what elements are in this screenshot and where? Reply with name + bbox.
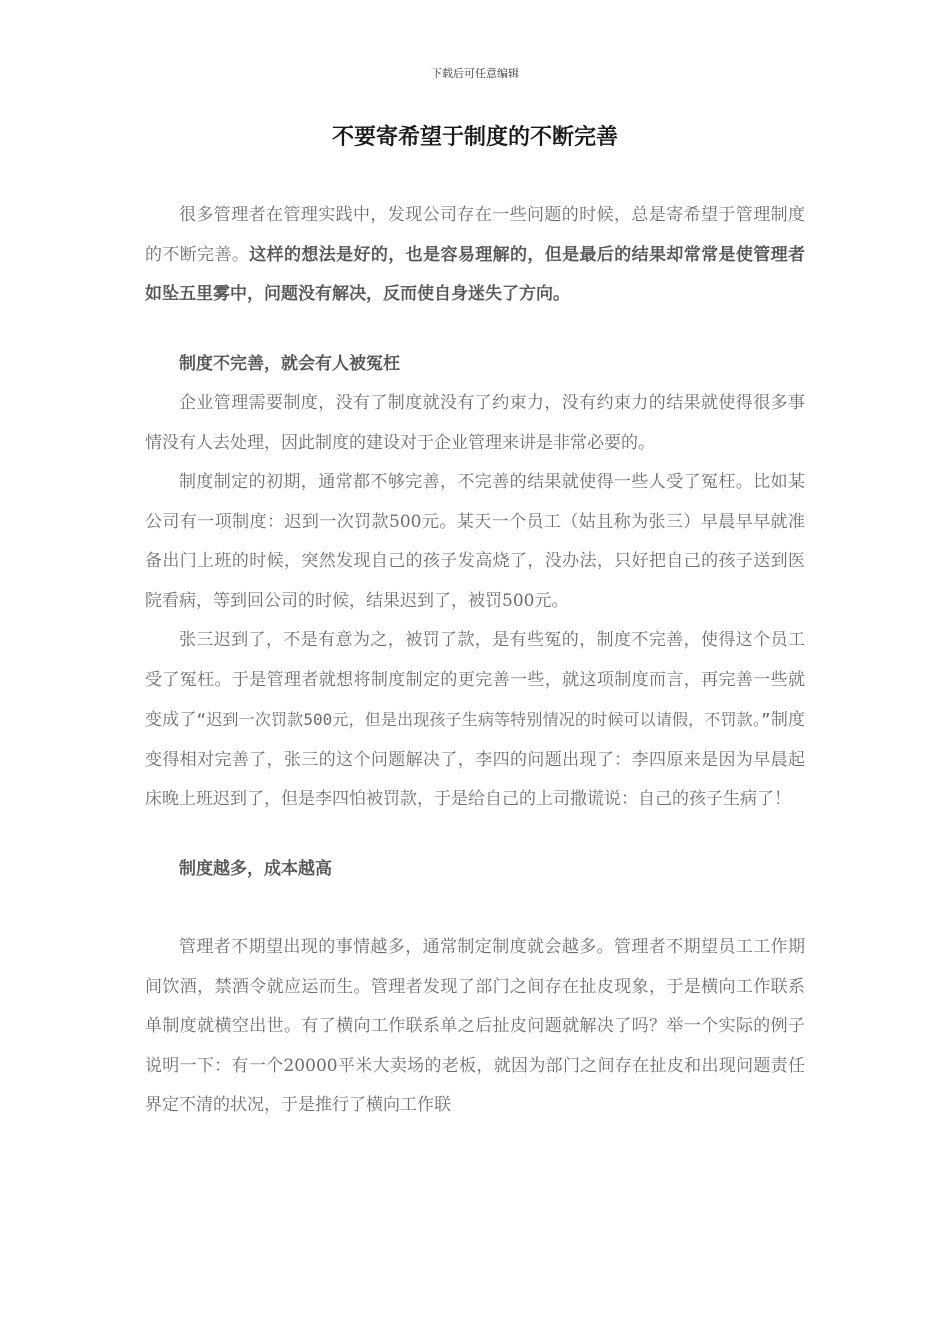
- section1-p3-quote: “迟到一次罚款500元，但是出现孩子生病等特别情况的时候可以请假，不罚款。”: [196, 710, 771, 729]
- section-heading-2: 制度越多，成本越高: [179, 858, 332, 879]
- section1-paragraph-2: 制度制定的初期，通常都不够完善，不完善的结果就使得一些人受了冤枉。比如某公司有一项制度：迟到一次罚款500元。某天一个员工（姑且称为张三）早晨早早就准备出门上班的时候，突然发现自己的孩子发高烧了，没办法，只好把自己的孩子送到医院看病，等到回公司的时候，结果迟到了，被罚500元。: [145, 472, 805, 611]
- section2-paragraph-1: 管理者不期望出现的事情越多，通常制定制度就会越多。管理者不期望员工工作期间饮酒，禁酒令就应运而生。管理者发现了部门之间存在扯皮现象，于是横向工作联系单制度就横空出世。有了横向工作联系单之后扯皮问题就解决了吗？举一个实际的例子说明一下：有一个20000平米大卖场的老板，就因为部门之间存在扯皮和出现问题责任界定不清的状况，于是推行了横向工作联: [145, 937, 805, 1115]
- spacer: [145, 820, 805, 850]
- section1-p3-text-b: 制度变得相对完善了，张三的这个问题解决了，李四的问题出现了：李四原来是因为早晨起床晚上班迟到了，但是李四怕被罚款，于是给自己的上司撒谎说：自己的孩子生病了！: [145, 710, 805, 809]
- spacer: [145, 315, 805, 345]
- page-header: 下载后可任意编辑: [431, 67, 519, 80]
- document-body: [145, 196, 805, 1126]
- intro-text: 很多管理者在管理实践中，发现公司存在一些问题的时候，总是寄希望于管理制度的不断完善。: [145, 205, 805, 265]
- section-heading-1: 制度不完善，就会有人被冤枉: [179, 353, 400, 374]
- intro-paragraph: [145, 196, 805, 315]
- spacer: [145, 889, 805, 928]
- intro-bold-text: 这样的想法是好的，也是容易理解的，但是最后的结果却常常是使管理者如坠五里雾中，问题没有解决，反而使自身迷失了方向。: [145, 244, 806, 304]
- section1-paragraph-1: 企业管理需要制度，没有了制度就没有了约束力，没有约束力的结果就使得很多事情没有人去处理，因此制度的建设对于企业管理来讲是非常必要的。: [145, 393, 805, 453]
- document-title: 不要寄希望于制度的不断完善: [331, 124, 618, 150]
- section1-paragraph-3: [145, 621, 805, 820]
- section1-p3-text-a: 张三迟到了，不是有意为之，被罚了款，是有些冤的，制度不完善，使得这个员工受了冤枉。于是管理者就想将制度制定的更完善一些，就这项制度而言，再完善一些就变成了: [145, 630, 805, 730]
